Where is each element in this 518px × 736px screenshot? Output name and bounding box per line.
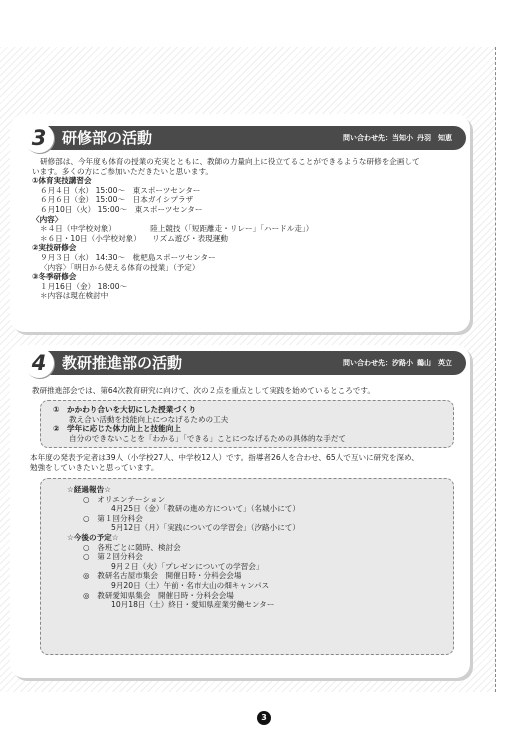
- item-heading: ②実技研修会: [32, 243, 77, 253]
- contact-name: 鵜山 英立: [417, 359, 452, 367]
- presenters-text: [30, 453, 419, 472]
- section-4-header: [30, 351, 466, 375]
- focus-point: ① かかわり合いを大切にした授業づくり: [53, 405, 197, 414]
- content-line: ＊６日・10日（小学校対象） リズム遊び・表現運動: [40, 233, 228, 243]
- schedule-detail: 9月２日（火）「プレゼンについての学習会」: [111, 561, 264, 571]
- schedule-box: [40, 478, 454, 655]
- focus-points-box: [40, 400, 454, 448]
- contact-label: 問い合わせ先：汐路小: [343, 359, 413, 367]
- presenters-line: 本年度の発表予定者は39人（小学校27人、中学校12人）です。指導者26人を合わせ、65人で互いに研究を深め、: [30, 453, 419, 462]
- schedule-item: ○ 第１回分科会: [83, 513, 143, 523]
- section-number: 4: [24, 348, 54, 378]
- section-number: 3: [24, 123, 54, 153]
- note-line: ＊内容は現在検討中: [40, 291, 109, 301]
- schedule-item: ◎ 教研愛知県集会 開催日時・分科会会場: [83, 590, 234, 600]
- schedule-item: ○ 第２回分科会: [83, 552, 143, 562]
- page-number: 3: [257, 711, 271, 725]
- schedule-detail: 9月20日（土）午前・名市大山の畑キャンパス: [111, 580, 270, 590]
- future-heading: ☆今後の予定☆: [67, 532, 119, 542]
- section-4-intro: [32, 386, 375, 396]
- schedule-detail: 10月18日（土）終日・愛知県産業労働センター: [111, 600, 275, 610]
- schedule-item: ○ 各班ごとに随時、検討会: [83, 542, 181, 552]
- contact-label: 問い合わせ先：当知小: [343, 134, 413, 142]
- schedule-line: ６月10日（火） 15:00～ 東スポーツセンター: [40, 204, 203, 214]
- schedule-line: ９月３日（水） 14:30～ 枇杷島スポーツセンター: [40, 252, 216, 262]
- focus-point: ② 学年に応じた体力向上と技能向上: [53, 424, 181, 434]
- section-3-body: [32, 157, 420, 301]
- schedule-detail: 5月12日（月）「実践についての学習会」（汐路小にて）: [111, 523, 300, 533]
- content-label: 〈内容〉: [32, 214, 63, 224]
- schedule-line: ６月４日（水） 15:00～ 東スポーツセンター: [40, 185, 201, 195]
- content-line: 〈内容〉「明日から使える体育の授業」（予定）: [40, 262, 200, 272]
- intro-line: 教研推進部会では、第64次教育研究に向けて、次の２点を重点として実践を始めているところです。: [32, 386, 375, 395]
- schedule-detail: 4月25日（金）「教研の進め方について」（名城小にて）: [111, 504, 300, 514]
- focus-detail: 自分のできないことを「わかる」「できる」ことにつなげるための具体的な手だて: [69, 433, 347, 443]
- section-4-card: [10, 345, 470, 678]
- intro-line: います。多くの方にご参加いただきたいと思います。: [32, 166, 214, 176]
- focus-detail: 教え合い活動を技能向上につなげるための工夫: [69, 414, 229, 424]
- item-heading: ③冬季研修会: [32, 272, 77, 282]
- contact-info: [339, 133, 452, 143]
- item-heading: ①体育実技講習会: [32, 176, 92, 186]
- progress-heading: ☆経過報告☆: [67, 485, 111, 494]
- intro-line: 研修部は、今年度も体育の授業の充実とともに、教師の力量向上に役立てることができるような研修を企画して: [40, 157, 420, 166]
- content-line: ＊４日（中学校対象） 陸上競技（「短距離走・リレー」「ハードル走」）: [40, 224, 314, 234]
- schedule-item: ○ オリエンテーション: [83, 494, 166, 504]
- section-title: 教研推進部の活動: [62, 354, 183, 372]
- schedule-line: １月16日（金） 18:00～: [40, 281, 128, 291]
- contact-info: [339, 358, 452, 368]
- section-3-header: [30, 126, 466, 150]
- section-title: 研修部の活動: [62, 129, 153, 147]
- section-3-card: [10, 114, 470, 332]
- schedule-line: ６月６日（金） 15:00～ 日本ガイシプラザ: [40, 195, 194, 205]
- contact-name: 丹羽 知恵: [417, 134, 452, 142]
- presenters-line: 勉強をしていきたいと思っています。: [30, 462, 159, 472]
- schedule-item: ◎ 教研名古屋市集会 開催日時・分科会会場: [83, 571, 242, 581]
